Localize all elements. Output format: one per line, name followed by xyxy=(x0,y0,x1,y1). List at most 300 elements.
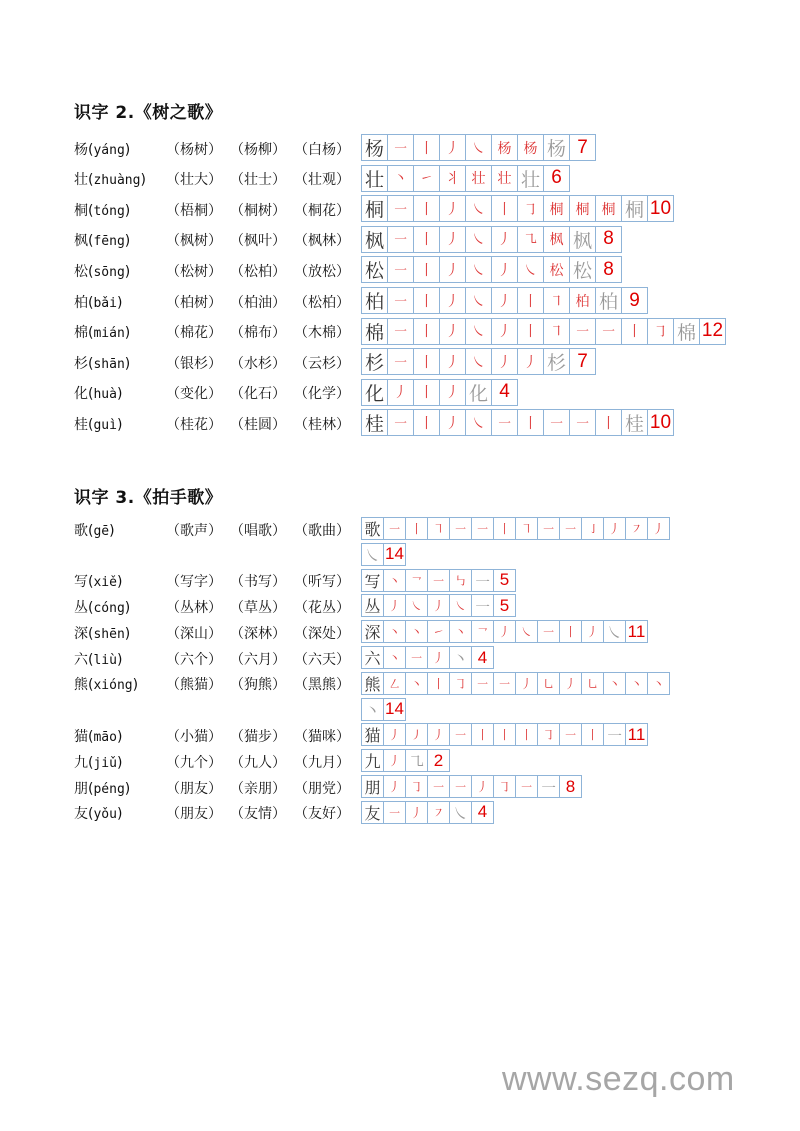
vocab-row xyxy=(74,778,358,798)
character-pinyin xyxy=(74,230,166,250)
stroke-cell: 丨 xyxy=(559,620,582,643)
character-pinyin xyxy=(74,139,166,159)
stroke-cell: 丨 xyxy=(493,517,516,540)
stroke-cell: 丿 xyxy=(405,801,428,824)
stroke-cell: 丨 xyxy=(427,672,450,695)
stroke-cell: 丿 xyxy=(439,318,466,345)
stroke-cell: 枫 xyxy=(569,226,596,253)
stroke-cell: 丿 xyxy=(559,672,582,695)
stroke-order-grid xyxy=(361,569,515,592)
vocab-word: （梧桐） xyxy=(166,202,222,219)
vocab-row xyxy=(74,169,358,189)
vocab-word: （深处） xyxy=(294,625,350,642)
vocab-word: （棉布） xyxy=(230,325,286,342)
stroke-cell: ㇐ xyxy=(427,569,450,592)
stroke-count-cell: 6 xyxy=(543,165,570,192)
stroke-cell: 丿 xyxy=(491,226,518,253)
vocab-word: （深林） xyxy=(230,625,286,642)
stroke-cell: 桐 xyxy=(543,195,570,222)
stroke-count-cell: 11 xyxy=(625,723,648,746)
stroke-cell: 丿 xyxy=(427,646,450,669)
stroke-cell: ㇉ xyxy=(449,569,472,592)
stroke-cell: 桐 xyxy=(569,195,596,222)
stroke-cell: ㇐ xyxy=(515,775,538,798)
vocab-word: （桐花） xyxy=(294,202,350,219)
pinyin: fēng xyxy=(93,234,125,250)
stroke-cell: 丶 xyxy=(383,569,406,592)
stroke-cell: 丿 xyxy=(427,723,450,746)
paren-open: ( xyxy=(88,651,94,668)
stroke-order-grid xyxy=(361,165,569,192)
stroke-cell: ㇇ xyxy=(427,801,450,824)
stroke-cell: ㇏ xyxy=(465,318,492,345)
stroke-count-cell: 4 xyxy=(491,379,518,406)
stroke-order-grid xyxy=(361,226,621,253)
vocab-row xyxy=(74,261,358,281)
stroke-cell: 丨 xyxy=(621,318,648,345)
stroke-cell: ㇆ xyxy=(537,723,560,746)
vocab-word: （枫树） xyxy=(166,233,222,250)
stroke-cell: ㇐ xyxy=(449,775,472,798)
paren-open: ( xyxy=(88,202,94,219)
paren-close: ) xyxy=(140,172,146,189)
vocab-word: （桐树） xyxy=(230,202,286,219)
stroke-cell: ㇆ xyxy=(517,195,544,222)
stroke-cell: 壮 xyxy=(491,165,518,192)
paren-close: ) xyxy=(109,522,115,539)
character-cell: 九 xyxy=(361,749,384,772)
character-pinyin xyxy=(74,322,166,342)
character-cell: 桐 xyxy=(361,195,388,222)
stroke-cell: ㇐ xyxy=(387,226,414,253)
stroke-cell: ㇏ xyxy=(405,594,428,617)
stroke-cell: 杉 xyxy=(543,348,570,375)
stroke-cell: ㇐ xyxy=(387,134,414,161)
vocab-word: （九月） xyxy=(294,754,350,771)
stroke-cell: ㇟ xyxy=(537,672,560,695)
stroke-cell: ㇓ xyxy=(405,723,428,746)
stroke-cell: 丿 xyxy=(383,723,406,746)
stroke-cell: ㇕ xyxy=(427,517,450,540)
vocab-word: （化学） xyxy=(294,386,350,403)
stroke-cell: ㇏ xyxy=(449,594,472,617)
stroke-cell: ㇐ xyxy=(471,594,494,617)
stroke-cell: ㇏ xyxy=(361,543,384,566)
stroke-cell: 丶 xyxy=(647,672,670,695)
paren-close: ) xyxy=(124,141,131,158)
stroke-cell: ㇏ xyxy=(603,620,626,643)
character-pinyin xyxy=(74,623,166,643)
vocab-word: （桂圆） xyxy=(230,416,286,433)
stroke-order-grid xyxy=(361,517,669,540)
paren-open: ( xyxy=(88,141,94,158)
vocab-row xyxy=(74,139,358,159)
vocab-word: （六个） xyxy=(166,651,222,668)
stroke-cell: 丶 xyxy=(383,646,406,669)
stroke-order-grid xyxy=(361,723,647,746)
paren-close: ) xyxy=(124,325,131,342)
watermark: www.sezq.com xyxy=(502,1060,735,1098)
stroke-cell: ㇆ xyxy=(405,775,428,798)
vocab-row xyxy=(74,200,358,220)
character-pinyin xyxy=(74,292,166,312)
stroke-cell: 棉 xyxy=(673,318,700,345)
stroke-cell: 松 xyxy=(543,256,570,283)
character: 熊 xyxy=(74,677,88,694)
vocab-word: （歌声） xyxy=(166,522,222,539)
character-cell: 棉 xyxy=(361,318,388,345)
stroke-cell: 丶 xyxy=(383,620,406,643)
stroke-cell: 丨 xyxy=(581,723,604,746)
character-pinyin xyxy=(74,353,166,373)
character: 丛 xyxy=(74,599,88,616)
vocab-word: （小猫） xyxy=(166,728,222,745)
pinyin: gē xyxy=(93,523,110,539)
stroke-cell: 丿 xyxy=(439,348,466,375)
vocab-row xyxy=(74,752,358,772)
stroke-count-cell: 8 xyxy=(559,775,582,798)
character-cell: 友 xyxy=(361,801,384,824)
stroke-cell: 丨 xyxy=(491,195,518,222)
stroke-cell: 丨 xyxy=(517,318,544,345)
pinyin: cóng xyxy=(93,600,125,616)
stroke-cell: 丿 xyxy=(439,226,466,253)
character-pinyin xyxy=(74,649,166,669)
stroke-cell: 丶 xyxy=(387,165,414,192)
character: 棉 xyxy=(74,325,88,342)
stroke-order-grid xyxy=(361,698,405,721)
stroke-count-cell: 8 xyxy=(595,226,622,253)
pinyin: péng xyxy=(93,781,125,797)
paren-open: ( xyxy=(88,522,94,539)
stroke-cell: ㇐ xyxy=(559,517,582,540)
stroke-cell: ㇏ xyxy=(449,801,472,824)
vocab-word: （柏树） xyxy=(166,294,222,311)
stroke-cell: ㇏ xyxy=(465,226,492,253)
stroke-order-grid xyxy=(361,543,405,566)
paren-close: ) xyxy=(116,574,123,591)
pinyin: zhuàng xyxy=(93,173,141,189)
stroke-cell: ㇐ xyxy=(537,620,560,643)
stroke-cell: 丨 xyxy=(517,409,544,436)
paren-open: ( xyxy=(88,355,94,372)
character-cell: 杉 xyxy=(361,348,388,375)
vocab-word: （壮观） xyxy=(294,172,350,189)
character-cell: 熊 xyxy=(361,672,384,695)
stroke-cell: 丨 xyxy=(405,517,428,540)
character-pinyin xyxy=(74,169,166,189)
vocab-word: （黑熊） xyxy=(294,677,350,694)
pinyin: yǒu xyxy=(93,807,117,823)
paren-close: ) xyxy=(124,355,131,372)
paren-open: ( xyxy=(88,325,94,342)
paren-open: ( xyxy=(88,625,94,642)
character-cell: 松 xyxy=(361,256,388,283)
paren-close: ) xyxy=(116,728,123,745)
stroke-cell: ㇟ xyxy=(581,672,604,695)
paren-open: ( xyxy=(88,386,94,403)
stroke-cell: 丬 xyxy=(439,165,466,192)
character: 枫 xyxy=(74,233,88,250)
stroke-count-cell: 7 xyxy=(569,134,596,161)
character-cell: 柏 xyxy=(361,287,388,314)
stroke-cell: ㇕ xyxy=(515,517,538,540)
stroke-cell: 丿 xyxy=(517,348,544,375)
stroke-order-grid xyxy=(361,646,493,669)
paren-close: ) xyxy=(132,677,139,694)
stroke-cell: ㇐ xyxy=(387,318,414,345)
stroke-cell: ㇏ xyxy=(465,195,492,222)
stroke-cell: ㇐ xyxy=(387,409,414,436)
stroke-cell: 丿 xyxy=(491,256,518,283)
stroke-cell: ㇐ xyxy=(387,256,414,283)
stroke-count-cell: 11 xyxy=(625,620,648,643)
stroke-cell: 丶 xyxy=(449,620,472,643)
stroke-cell: 丨 xyxy=(413,226,440,253)
paren-open: ( xyxy=(88,677,94,694)
paren-close: ) xyxy=(116,386,123,403)
stroke-cell: 丿 xyxy=(493,620,516,643)
stroke-cell: ㇐ xyxy=(383,517,406,540)
vocab-word: （九个） xyxy=(166,754,222,771)
stroke-cell: 桂 xyxy=(621,409,648,436)
paren-close: ) xyxy=(116,416,123,433)
section-title: 识字 2.《树之歌》 xyxy=(74,103,223,123)
stroke-cell: ㇜ xyxy=(383,672,406,695)
stroke-cell: ㇕ xyxy=(543,318,570,345)
stroke-cell: 丿 xyxy=(387,379,414,406)
stroke-order-grid xyxy=(361,801,493,824)
vocab-word: （友好） xyxy=(294,806,350,823)
stroke-cell: 丿 xyxy=(439,379,466,406)
paren-close: ) xyxy=(116,754,123,771)
vocab-word: （壮士） xyxy=(230,172,286,189)
pinyin: jiǔ xyxy=(93,755,117,771)
stroke-count-cell: 8 xyxy=(595,256,622,283)
stroke-cell: 丿 xyxy=(581,620,604,643)
paren-open: ( xyxy=(88,233,94,250)
stroke-count-cell: 12 xyxy=(699,318,726,345)
vocab-word: （草丛） xyxy=(230,599,286,616)
paren-open: ( xyxy=(88,574,94,591)
stroke-cell: 丨 xyxy=(413,256,440,283)
stroke-cell: ㇐ xyxy=(603,723,626,746)
stroke-cell: 柏 xyxy=(595,287,622,314)
stroke-order-grid xyxy=(361,594,515,617)
vocab-word: （歌曲） xyxy=(294,522,350,539)
pinyin: sōng xyxy=(93,264,125,280)
stroke-cell: ㇐ xyxy=(471,517,494,540)
character-cell: 猫 xyxy=(361,723,384,746)
vocab-row xyxy=(74,571,358,591)
pinyin: māo xyxy=(93,729,117,745)
stroke-cell: 丿 xyxy=(439,134,466,161)
stroke-cell: 化 xyxy=(465,379,492,406)
stroke-cell: ㇐ xyxy=(427,775,450,798)
stroke-cell: ㇐ xyxy=(537,517,560,540)
character-pinyin xyxy=(74,803,166,823)
character: 柏 xyxy=(74,294,88,311)
character-pinyin xyxy=(74,261,166,281)
character: 友 xyxy=(74,806,88,823)
paren-open: ( xyxy=(88,263,94,280)
vocab-word: （云杉） xyxy=(294,355,350,372)
character: 九 xyxy=(74,754,88,771)
vocab-word: （听写） xyxy=(294,574,350,591)
stroke-count-cell: 7 xyxy=(569,348,596,375)
character-cell: 丛 xyxy=(361,594,384,617)
character: 六 xyxy=(74,651,88,668)
character: 杨 xyxy=(74,141,88,158)
stroke-cell: ㇇ xyxy=(625,517,648,540)
stroke-cell: 丿 xyxy=(383,775,406,798)
pinyin: tóng xyxy=(93,203,125,219)
character: 桂 xyxy=(74,416,88,433)
stroke-cell: ㇀ xyxy=(413,165,440,192)
stroke-cell: 丨 xyxy=(413,134,440,161)
stroke-count-cell: 5 xyxy=(493,594,516,617)
character-pinyin xyxy=(74,520,166,540)
stroke-cell: 丿 xyxy=(603,517,626,540)
character-pinyin xyxy=(74,674,166,694)
stroke-cell: 杨 xyxy=(517,134,544,161)
stroke-cell: ㇖ xyxy=(405,569,428,592)
vocab-word: （壮大） xyxy=(166,172,222,189)
stroke-cell: 丿 xyxy=(491,318,518,345)
stroke-cell: ㇐ xyxy=(387,195,414,222)
stroke-count-cell: 10 xyxy=(647,195,674,222)
character: 深 xyxy=(74,625,88,642)
stroke-cell: ㇐ xyxy=(449,517,472,540)
vocab-row xyxy=(74,726,358,746)
paren-open: ( xyxy=(88,754,94,771)
vocab-word: （银杉） xyxy=(166,355,222,372)
character-pinyin xyxy=(74,571,166,591)
vocab-word: （熊猫） xyxy=(166,677,222,694)
stroke-cell: ㇈ xyxy=(405,749,428,772)
vocab-word: （变化） xyxy=(166,386,222,403)
paren-close: ) xyxy=(116,294,123,311)
character-cell: 化 xyxy=(361,379,388,406)
stroke-order-grid xyxy=(361,409,673,436)
vocab-word: （写字） xyxy=(166,574,222,591)
stroke-cell: 丿 xyxy=(383,594,406,617)
character-pinyin xyxy=(74,726,166,746)
vocab-word: （朋党） xyxy=(294,780,350,797)
section-title: 识字 3.《拍手歌》 xyxy=(74,488,223,508)
stroke-cell: ㇏ xyxy=(465,348,492,375)
stroke-order-grid xyxy=(361,672,669,695)
paren-open: ( xyxy=(88,172,94,189)
stroke-cell: 丶 xyxy=(361,698,384,721)
stroke-count-cell: 4 xyxy=(471,646,494,669)
character-cell: 六 xyxy=(361,646,384,669)
stroke-cell: 丿 xyxy=(515,672,538,695)
vocab-row xyxy=(74,292,358,312)
character-cell: 壮 xyxy=(361,165,388,192)
stroke-count-cell: 5 xyxy=(493,569,516,592)
vocab-word: （桂林） xyxy=(294,416,350,433)
stroke-count-cell: 9 xyxy=(621,287,648,314)
paren-close: ) xyxy=(116,651,123,668)
character: 猫 xyxy=(74,728,88,745)
stroke-cell: 松 xyxy=(569,256,596,283)
pinyin: mián xyxy=(93,326,125,342)
character: 化 xyxy=(74,386,88,403)
pinyin: huà xyxy=(93,387,117,403)
stroke-cell: 丿 xyxy=(647,517,670,540)
vocab-word: （棉花） xyxy=(166,325,222,342)
stroke-cell: ㇐ xyxy=(569,409,596,436)
stroke-cell: ㇏ xyxy=(465,134,492,161)
paren-open: ( xyxy=(88,728,94,745)
character-cell: 桂 xyxy=(361,409,388,436)
stroke-cell: 丿 xyxy=(439,256,466,283)
paren-close: ) xyxy=(124,625,131,642)
vocab-word: （猫咪） xyxy=(294,728,350,745)
stroke-count-cell: 4 xyxy=(471,801,494,824)
stroke-cell: ㇐ xyxy=(471,569,494,592)
vocab-row xyxy=(74,597,358,617)
character: 歌 xyxy=(74,522,88,539)
vocab-row xyxy=(74,353,358,373)
stroke-cell: ㇈ xyxy=(517,226,544,253)
stroke-cell: 丿 xyxy=(491,287,518,314)
pinyin: liù xyxy=(93,652,117,668)
stroke-count-cell: 10 xyxy=(647,409,674,436)
character: 松 xyxy=(74,263,88,280)
stroke-order-grid xyxy=(361,287,647,314)
vocab-word: （杨树） xyxy=(166,141,222,158)
stroke-cell: ㇐ xyxy=(493,672,516,695)
paren-open: ( xyxy=(88,780,94,797)
stroke-cell: 丨 xyxy=(413,348,440,375)
stroke-cell: ㇆ xyxy=(449,672,472,695)
stroke-cell: 柏 xyxy=(569,287,596,314)
stroke-cell: ㇐ xyxy=(383,801,406,824)
vocab-row xyxy=(74,623,358,643)
stroke-cell: ㇚ xyxy=(581,517,604,540)
character-cell: 写 xyxy=(361,569,384,592)
character: 桐 xyxy=(74,202,88,219)
stroke-cell: 丶 xyxy=(405,672,428,695)
vocab-word: （友情） xyxy=(230,806,286,823)
stroke-cell: 杨 xyxy=(491,134,518,161)
vocab-word: （朋友） xyxy=(166,780,222,797)
pinyin: xióng xyxy=(93,678,133,694)
stroke-cell: ㇐ xyxy=(387,348,414,375)
paren-close: ) xyxy=(116,806,123,823)
stroke-cell: 丿 xyxy=(439,195,466,222)
paren-open: ( xyxy=(88,416,94,433)
stroke-cell: ㇀ xyxy=(427,620,450,643)
stroke-order-grid xyxy=(361,749,449,772)
vocab-word: （书写） xyxy=(230,574,286,591)
vocab-row xyxy=(74,414,358,434)
paren-close: ) xyxy=(124,202,131,219)
vocab-word: （九人） xyxy=(230,754,286,771)
stroke-cell: 桐 xyxy=(595,195,622,222)
stroke-cell: ㇐ xyxy=(491,409,518,436)
stroke-order-grid xyxy=(361,379,517,406)
paren-close: ) xyxy=(124,263,131,280)
vocab-word: （六天） xyxy=(294,651,350,668)
stroke-cell: 杨 xyxy=(543,134,570,161)
vocab-word: （水杉） xyxy=(230,355,286,372)
pinyin: bǎi xyxy=(93,295,117,311)
stroke-cell: 丶 xyxy=(603,672,626,695)
stroke-cell: ㇐ xyxy=(569,318,596,345)
